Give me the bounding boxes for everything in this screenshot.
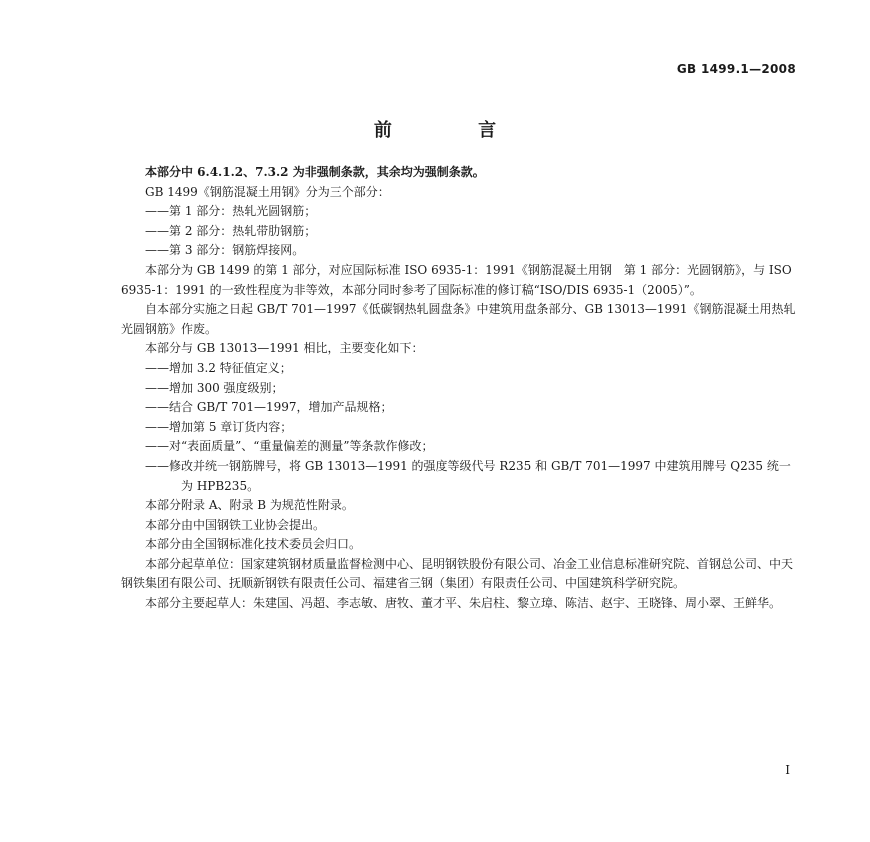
change-list-item: ——增加第 5 章订货内容； bbox=[145, 419, 293, 434]
main-drafters: 本部分主要起草人：朱建国、冯超、李志敏、唐牧、董才平、朱启柱、黎立璋、陈洁、赵宇、王晓锋、周小翠、王鲜华。 bbox=[145, 596, 782, 611]
proposer-note: 本部分由中国钢铁工业协会提出。 bbox=[145, 517, 326, 532]
part-list-item: ——第 2 部分：热轧带肋钢筋； bbox=[145, 223, 317, 238]
change-list-item: ——增加 3.2 特征值定义； bbox=[145, 360, 292, 375]
annex-note: 本部分附录 A、附录 B 为规范性附录。 bbox=[145, 498, 354, 513]
mandatory-clause-note: 本部分中 6.4.1.2、7.3.2 为非强制条款，其余均为强制条款。 bbox=[145, 165, 485, 179]
superseded-standards: 自本部分实施之日起 GB/T 701—1997《低碳钢热轧圆盘条》中建筑用盘条部分、GB 13013—1991《钢筋混凝土用热轧光圆钢筋》作废。 bbox=[121, 302, 796, 336]
part-list-item: ——第 1 部分：热轧光圆钢筋； bbox=[145, 204, 317, 219]
international-correspondence: 本部分为 GB 1499 的第 1 部分，对应国际标准 ISO 6935-1：1991《钢筋混凝土用钢 第 1 部分：光圆钢筋》，与 ISO 6935-1：1991 的一致性程度为非等效，本部分同时参考了国际标准的修订稿“ISO/DIS 6935-1（2005）”。 bbox=[121, 262, 792, 297]
standard-parts-intro: GB 1499《钢筋混凝土用钢》分为三个部分： bbox=[145, 184, 390, 199]
change-list-item: ——对“表面质量”、“重量偏差的测量”等条款作修改； bbox=[145, 439, 434, 454]
change-list-item: ——增加 300 强度级别； bbox=[145, 380, 284, 395]
change-list-item: ——结合 GB/T 701—1997，增加产品规格； bbox=[145, 400, 393, 415]
standard-number: GB 1499.1—2008 bbox=[676, 62, 796, 76]
page-number: I bbox=[785, 763, 790, 777]
changes-intro: 本部分与 GB 13013—1991 相比，主要变化如下： bbox=[145, 341, 424, 356]
part-list-item: ——第 3 部分：钢筋焊接网。 bbox=[145, 243, 305, 258]
page-title: 前 言 bbox=[373, 120, 537, 141]
change-list-item: ——修改并统一钢筋牌号，将 GB 13013—1991 的强度等级代号 R235 和 GB/T 701—1997 中建筑用牌号 Q235 统一为 HPB235。 bbox=[145, 458, 791, 493]
drafting-units: 本部分起草单位：国家建筑钢材质量监督检测中心、昆明钢铁股份有限公司、冶金工业信息标准研究院、首钢总公司、中天钢铁集团有限公司、抚顺新钢铁有限责任公司、福建省三钢（集团）有限责任公司、中国建筑科学研究院。 bbox=[121, 556, 794, 591]
document-body bbox=[121, 163, 801, 614]
committee-note: 本部分由全国钢标准化技术委员会归口。 bbox=[145, 537, 362, 552]
